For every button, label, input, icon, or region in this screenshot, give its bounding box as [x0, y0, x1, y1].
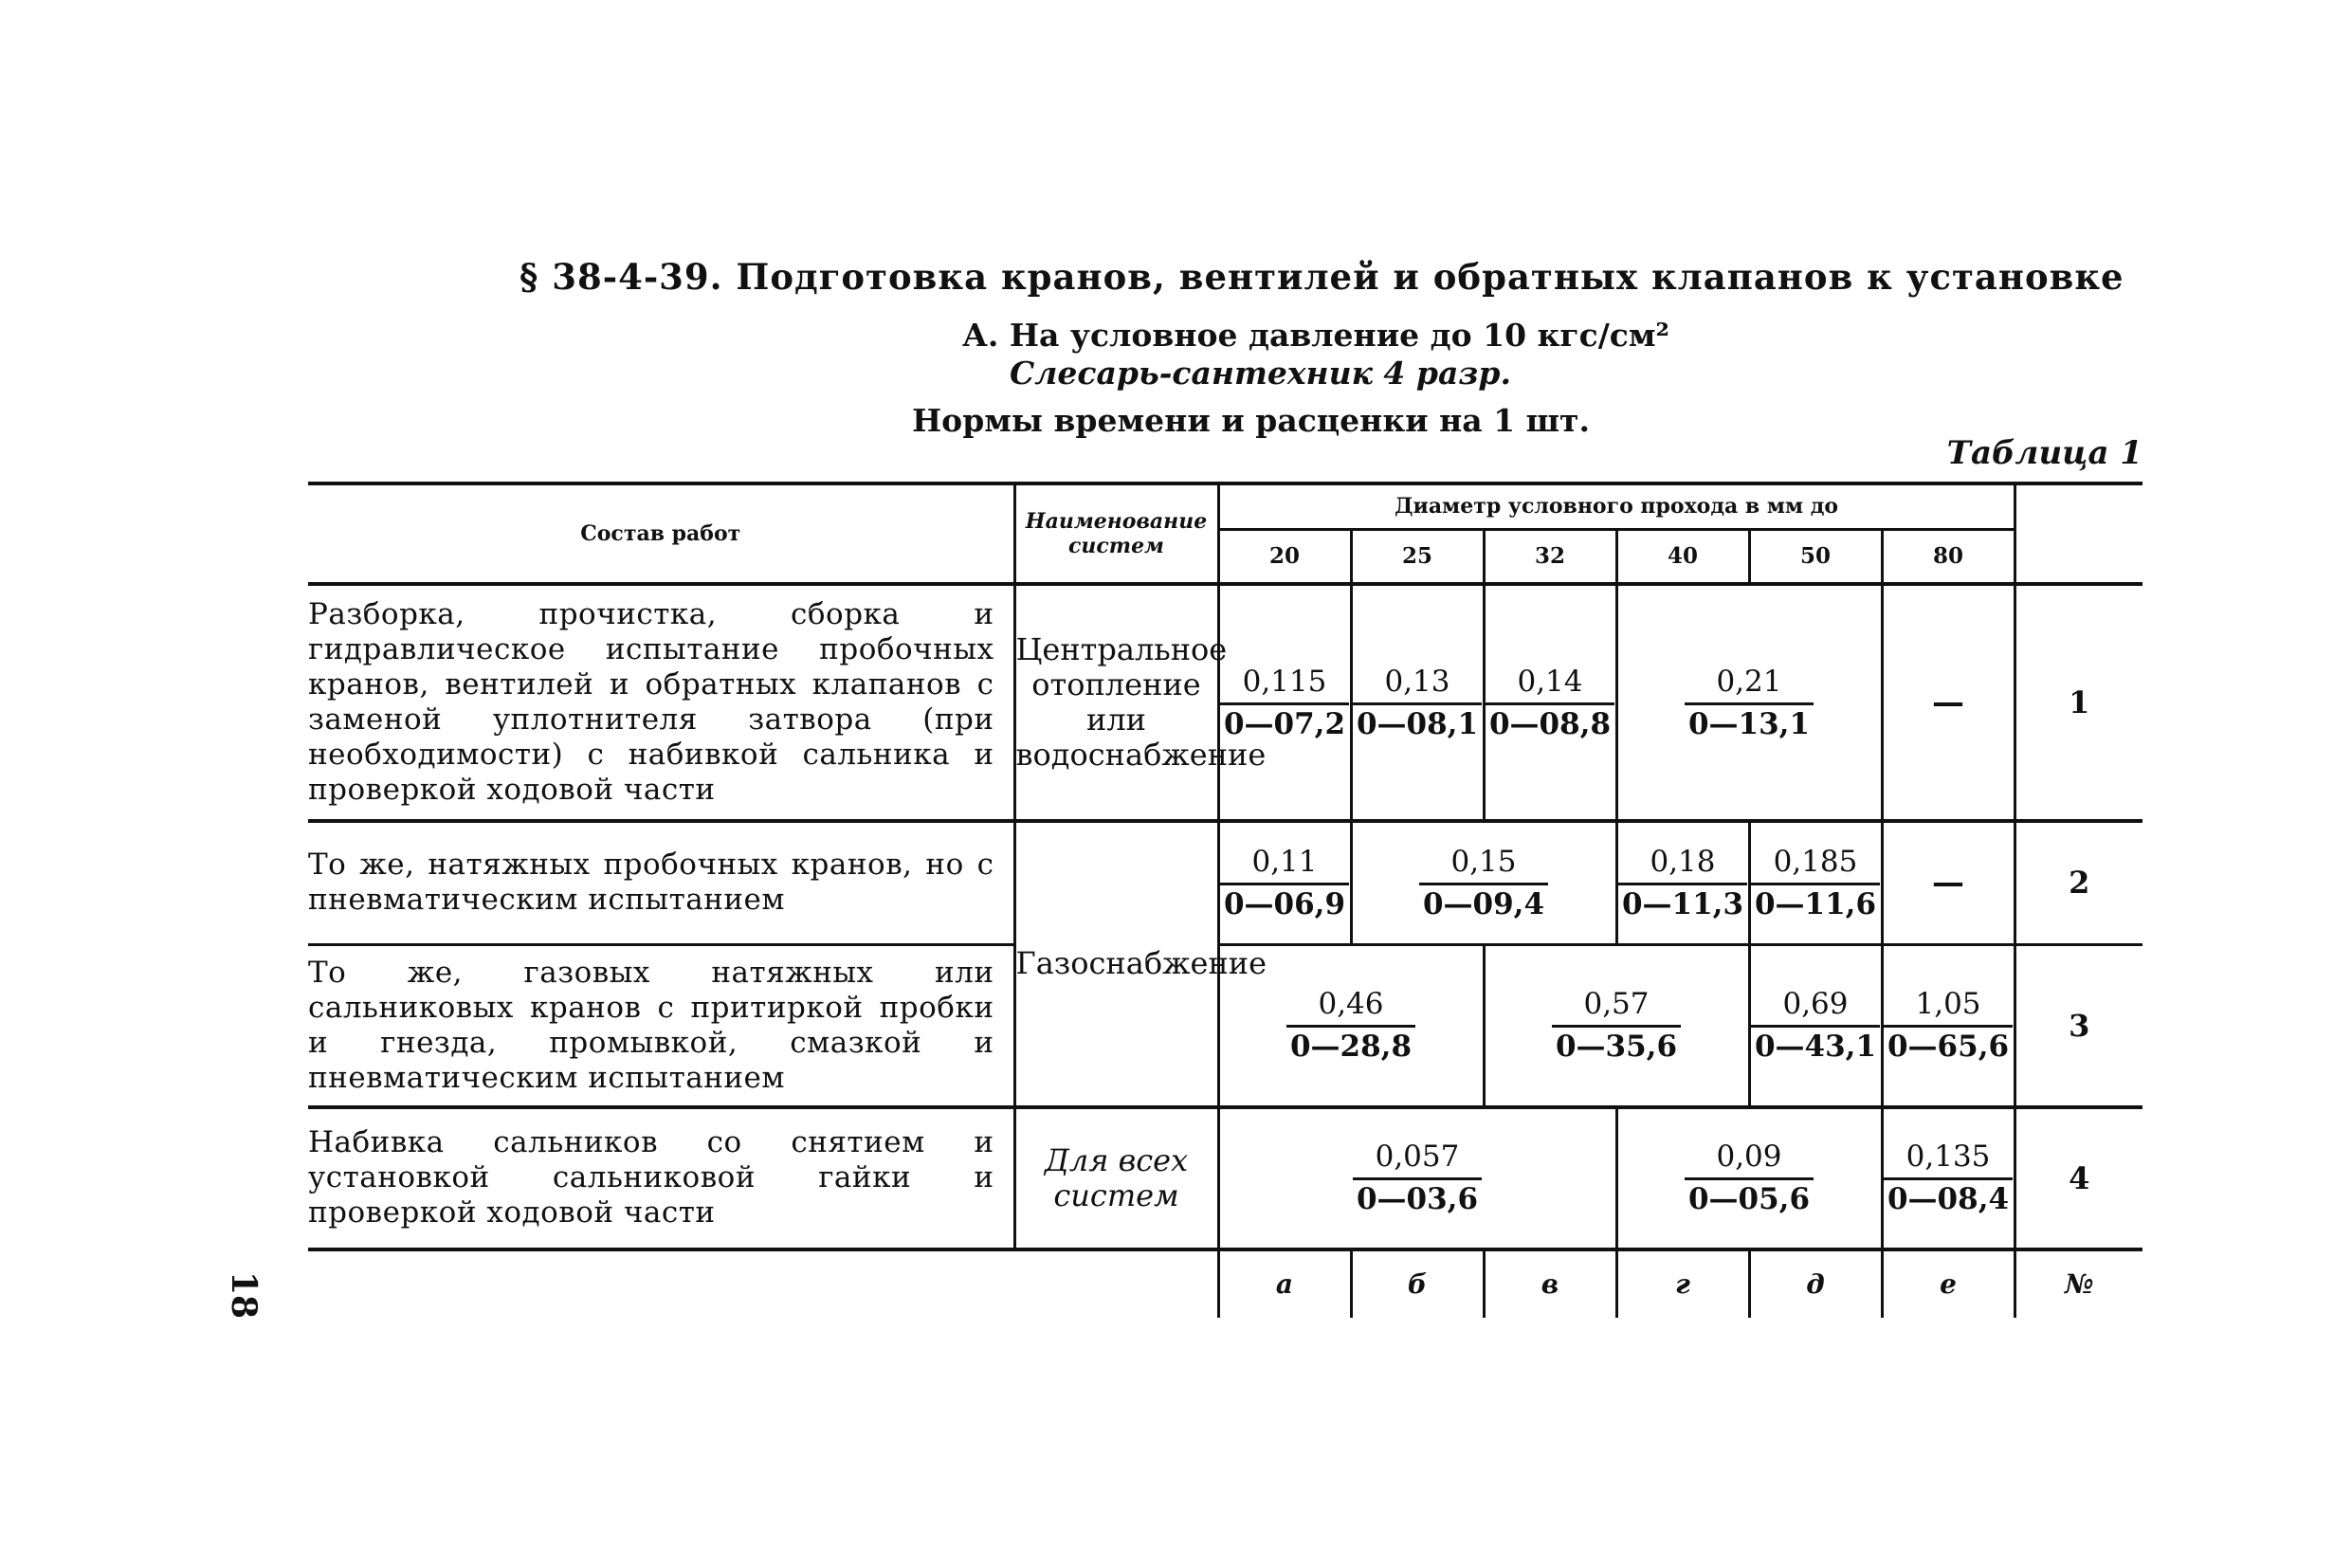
row-1-number: 1 — [2015, 584, 2142, 821]
footer-letter-b: б — [1351, 1249, 1484, 1318]
section-subtitle: А. На условное давление до 10 кгс/см² — [962, 317, 1669, 354]
footer-letter-e: е — [1882, 1249, 2015, 1318]
row-2-value-80: — — [1882, 821, 2015, 944]
row-3-number: 3 — [2015, 944, 2142, 1107]
row-3-value-32-40: $\frac{0,57}{0—35,6}$ — [1484, 944, 1749, 1107]
row-1-value-32: $\frac{0,14}{0—08,8}$ — [1484, 584, 1616, 821]
row-3-value-50: $\frac{0,69}{0—43,1}$ — [1749, 944, 1882, 1107]
header-number-blank — [2015, 483, 2142, 584]
footer-letter-v: в — [1484, 1249, 1616, 1318]
footer-blank-system — [1014, 1249, 1218, 1318]
row-3-description: То же, газовых натяжных или сальниковых кранов с притиркой пробки и гнезда, промывкой, смазкой и пневматическим испытанием — [308, 944, 1014, 1107]
header-system-name: Наименование систем — [1014, 483, 1218, 584]
diameter-20: 20 — [1218, 529, 1351, 584]
section-title: § 38-4-39. Подготовка кранов, вентилей и обратных клапанов к установке — [520, 256, 2124, 298]
row-2-description: То же, натяжных пробочных кранов, но с пневматическим испытанием — [308, 821, 1014, 944]
row-1-description: Разборка, прочистка, сборка и гидравлическое испытание пробочных кранов, вентилей и обратных клапанов с заменой уплотнителя затвора (при необходимости) с набивкой сальника и проверкой ходовой части — [308, 584, 1014, 821]
worker-grade: Слесарь-сантехник 4 разр. — [1010, 355, 1511, 392]
row-2-3-system: Газоснабжение — [1014, 821, 1218, 1107]
header-work-composition: Состав работ — [308, 483, 1014, 584]
diameter-25: 25 — [1351, 529, 1484, 584]
row-3-value-80: $\frac{1,05}{0—65,6}$ — [1882, 944, 2015, 1107]
row-2-value-25-32: $\frac{0,15}{0—09,4}$ — [1351, 821, 1616, 944]
footer-blank — [308, 1249, 1014, 1318]
row-2-value-40: $\frac{0,18}{0—11,3}$ — [1616, 821, 1749, 944]
footer-letter-d: д — [1749, 1249, 1882, 1318]
row-1-value-20: $\frac{0,115}{0—07,2}$ — [1218, 584, 1351, 821]
norms-table — [308, 482, 2142, 1318]
row-2-number: 2 — [2015, 821, 2142, 944]
row-1-value-40-50: $\frac{0,21}{0—13,1}$ — [1616, 584, 1882, 821]
row-2-value-20: $\frac{0,11}{0—06,9}$ — [1218, 821, 1351, 944]
page-number: 18 — [224, 1270, 264, 1320]
row-4-number: 4 — [2015, 1107, 2142, 1249]
row-1-value-25: $\frac{0,13}{0—08,1}$ — [1351, 584, 1484, 821]
row-1-value-80: — — [1882, 584, 2015, 821]
diameter-40: 40 — [1616, 529, 1749, 584]
row-4-value-20-32: $\frac{0,057}{0—03,6}$ — [1218, 1107, 1616, 1249]
row-1-system: Центральное отопление или водоснабжение — [1014, 584, 1218, 821]
header-diameter: Диаметр условного прохода в мм до — [1218, 483, 2015, 529]
row-4-value-80: $\frac{0,135}{0—08,4}$ — [1882, 1107, 2015, 1249]
footer-number-label: № — [2015, 1249, 2142, 1318]
footer-letter-g: г — [1616, 1249, 1749, 1318]
row-4-description: Набивка сальников со снятием и установкой сальниковой гайки и проверкой ходовой части — [308, 1107, 1014, 1249]
table-label: Таблица 1 — [1946, 434, 2142, 472]
row-2-value-50: $\frac{0,185}{0—11,6}$ — [1749, 821, 1882, 944]
row-3-value-20-25: $\frac{0,46}{0—28,8}$ — [1218, 944, 1484, 1107]
norms-caption: Нормы времени и расценки на 1 шт. — [912, 402, 1590, 439]
footer-letter-a: а — [1218, 1249, 1351, 1318]
diameter-80: 80 — [1882, 529, 2015, 584]
row-4-system: Для всех систем — [1014, 1107, 1218, 1249]
row-4-value-40-50: $\frac{0,09}{0—05,6}$ — [1616, 1107, 1882, 1249]
diameter-50: 50 — [1749, 529, 1882, 584]
diameter-32: 32 — [1484, 529, 1616, 584]
